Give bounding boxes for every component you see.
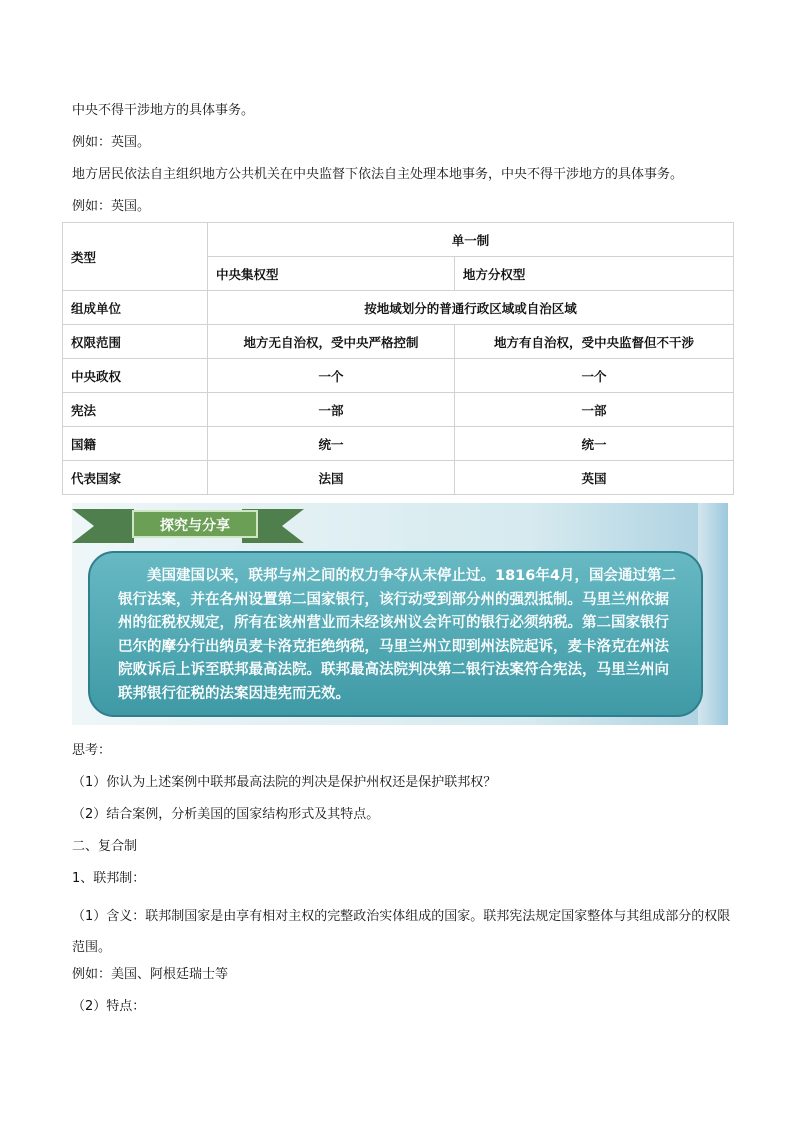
federal-example: 例如：美国、阿根廷瑞士等 bbox=[72, 967, 229, 982]
table-cell: 一个 bbox=[454, 359, 733, 393]
subheading-federal: 1、联邦制： bbox=[72, 871, 146, 886]
unitary-header: 单一制 bbox=[208, 223, 734, 257]
centralized-header: 中央集权型 bbox=[208, 257, 455, 291]
decentralized-header: 地方分权型 bbox=[454, 257, 733, 291]
table-cell: 英国 bbox=[454, 461, 733, 495]
case-text-bubble: 美国建国以来，联邦与州之间的权力争夺从未停止过。1816年4月，国会通过第二银行法案，并在各州设置第二国家银行，该行动受到部分州的强烈抵制。马里兰州依据州的征税权规定，所有在该州营业而未经该州议会许可的银行必须纳税。第二国家银行巴尔的摩分行出纳员麦卡洛克拒绝纳税，马里兰州立即到州法院起诉，麦卡洛克在州法院败诉后上诉至联邦最高法院。联邦最高法院判决第二银行法案符合宪法，马里兰州向联邦银行征税的法案因违宪而无效。 bbox=[88, 551, 703, 717]
row-label: 国籍 bbox=[63, 427, 208, 461]
table-cell: 一部 bbox=[454, 393, 733, 427]
row-label: 宪法 bbox=[63, 393, 208, 427]
explore-share-panel bbox=[72, 503, 728, 725]
federal-meaning: （1）含义：联邦制国家是由享有相对主权的完整政治实体组成的国家。联邦宪法规定国家整体与其组成部分的权限范围。 bbox=[72, 909, 731, 955]
row-label: 组成单位 bbox=[63, 291, 208, 325]
row-label: 代表国家 bbox=[63, 461, 208, 495]
row-label: 中央政权 bbox=[63, 359, 208, 393]
federal-features: （2）特点： bbox=[72, 999, 146, 1014]
intro-line-1: 中央不得干涉地方的具体事务。 bbox=[72, 103, 255, 118]
table-cell: 一个 bbox=[208, 359, 455, 393]
intro-example-2: 例如：英国。 bbox=[72, 199, 151, 214]
type-label-cell: 类型 bbox=[63, 223, 208, 291]
row-label: 权限范围 bbox=[63, 325, 208, 359]
intro-line-2: 地方居民依法自主组织地方公共机关在中央监督下依法自主处理本地事务，中央不得干涉地方的具体事务。 bbox=[72, 167, 684, 182]
explore-banner-title: 探究与分享 bbox=[132, 510, 258, 538]
table-cell: 法国 bbox=[208, 461, 455, 495]
table-cell: 一部 bbox=[208, 393, 455, 427]
think-label: 思考： bbox=[72, 743, 112, 758]
section-heading-compound: 二、复合制 bbox=[72, 839, 138, 854]
table-cell: 统一 bbox=[208, 427, 455, 461]
question-2: （2）结合案例，分析美国的国家结构形式及其特点。 bbox=[72, 807, 380, 822]
table-cell: 地方无自治权，受中央严格控制 bbox=[208, 325, 455, 359]
table-cell: 统一 bbox=[454, 427, 733, 461]
table-cell: 地方有自治权，受中央监督但不干涉 bbox=[454, 325, 733, 359]
question-1: （1）你认为上述案例中联邦最高法院的判决是保护州权还是保护联邦权？ bbox=[72, 775, 497, 790]
merged-cell: 按地域划分的普通行政区域或自治区域 bbox=[208, 291, 734, 325]
intro-example-1: 例如：英国。 bbox=[72, 135, 151, 150]
comparison-table bbox=[62, 222, 734, 495]
